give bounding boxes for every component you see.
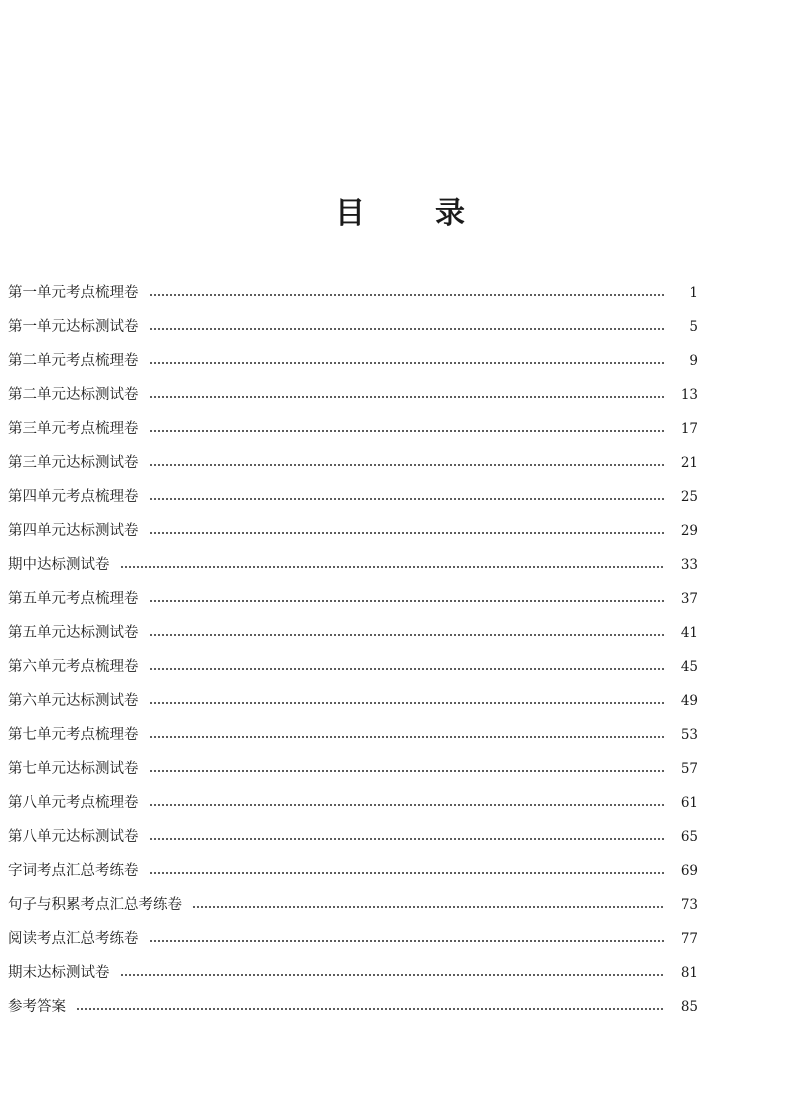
toc-entry-page-number: 69 (680, 863, 698, 879)
toc-entry-label: 第四单元达标测试卷 (8, 523, 139, 539)
toc-entry-label: 第六单元达标测试卷 (8, 693, 139, 709)
toc-entry[interactable] (8, 820, 698, 854)
toc-entry[interactable] (8, 276, 698, 310)
toc-entry-label: 期中达标测试卷 (8, 557, 110, 573)
toc-entry-page-number: 49 (680, 693, 698, 709)
toc-entry[interactable] (8, 378, 698, 412)
toc-entry-page-number: 73 (680, 897, 698, 913)
dot-leader (149, 837, 665, 841)
toc-entry-page-number: 77 (680, 931, 698, 947)
toc-entry-page-number: 81 (680, 965, 698, 981)
toc-entry-page-number: 17 (680, 421, 698, 437)
dot-leader (149, 735, 665, 739)
dot-leader (149, 531, 665, 535)
page-title (0, 188, 800, 232)
toc-entry[interactable] (8, 956, 698, 990)
toc-entry-label: 第八单元考点梳理卷 (8, 795, 139, 811)
dot-leader (149, 803, 665, 807)
dot-leader (149, 463, 665, 467)
dot-leader (76, 1007, 664, 1011)
toc-entry[interactable] (8, 888, 698, 922)
dot-leader (149, 871, 665, 875)
toc-entry-page-number: 45 (680, 659, 698, 675)
toc-entry-label: 第七单元达标测试卷 (8, 761, 139, 777)
dot-leader (120, 565, 665, 569)
toc-entry[interactable] (8, 616, 698, 650)
toc-entry-page-number: 1 (689, 285, 698, 301)
toc-entry[interactable] (8, 786, 698, 820)
toc-entry-label: 参考答案 (8, 999, 66, 1015)
toc-entry[interactable] (8, 650, 698, 684)
toc-entry[interactable] (8, 548, 698, 582)
toc-entry-page-number: 57 (680, 761, 698, 777)
dot-leader (149, 293, 665, 297)
dot-leader (149, 395, 665, 399)
toc-entry-page-number: 9 (689, 353, 698, 369)
toc-entry-label: 第二单元达标测试卷 (8, 387, 139, 403)
title-char-2: 录 (435, 196, 465, 232)
toc-entry-page-number: 61 (680, 795, 698, 811)
dot-leader (149, 599, 665, 603)
dot-leader (149, 327, 665, 331)
toc-entry-label: 第三单元考点梳理卷 (8, 421, 139, 437)
toc-entry-page-number: 5 (689, 319, 698, 335)
toc-entry-page-number: 33 (680, 557, 698, 573)
dot-leader (149, 939, 665, 943)
toc-entry[interactable] (8, 344, 698, 378)
toc-entry[interactable] (8, 412, 698, 446)
table-of-contents (8, 276, 698, 1024)
toc-entry-page-number: 37 (680, 591, 698, 607)
toc-entry-page-number: 65 (680, 829, 698, 845)
toc-entry[interactable] (8, 922, 698, 956)
toc-entry-page-number: 53 (680, 727, 698, 743)
toc-entry[interactable] (8, 718, 698, 752)
toc-entry-label: 期末达标测试卷 (8, 965, 110, 981)
dot-leader (149, 429, 665, 433)
toc-entry[interactable] (8, 854, 698, 888)
toc-entry[interactable] (8, 310, 698, 344)
toc-entry-label: 第一单元考点梳理卷 (8, 285, 139, 301)
dot-leader (149, 769, 665, 773)
dot-leader (149, 361, 665, 365)
toc-entry[interactable] (8, 582, 698, 616)
toc-entry[interactable] (8, 446, 698, 480)
dot-leader (149, 667, 665, 671)
toc-entry-page-number: 41 (680, 625, 698, 641)
dot-leader (192, 905, 664, 909)
toc-entry-label: 第五单元考点梳理卷 (8, 591, 139, 607)
dot-leader (149, 701, 665, 705)
toc-entry-page-number: 21 (680, 455, 698, 471)
dot-leader (149, 633, 665, 637)
toc-entry-label: 第五单元达标测试卷 (8, 625, 139, 641)
toc-entry-label: 第八单元达标测试卷 (8, 829, 139, 845)
title-char-1: 目 (335, 196, 365, 232)
dot-leader (149, 497, 665, 501)
toc-entry[interactable] (8, 752, 698, 786)
toc-entry-label: 阅读考点汇总考练卷 (8, 931, 139, 947)
toc-entry-page-number: 29 (680, 523, 698, 539)
toc-entry[interactable] (8, 990, 698, 1024)
dot-leader (120, 973, 665, 977)
toc-entry-label: 第二单元考点梳理卷 (8, 353, 139, 369)
toc-entry-label: 字词考点汇总考练卷 (8, 863, 139, 879)
toc-entry[interactable] (8, 684, 698, 718)
toc-entry[interactable] (8, 480, 698, 514)
toc-entry-page-number: 13 (680, 387, 698, 403)
toc-entry-label: 第六单元考点梳理卷 (8, 659, 139, 675)
toc-entry-label: 句子与积累考点汇总考练卷 (8, 897, 182, 913)
toc-entry-page-number: 25 (680, 489, 698, 505)
toc-entry-label: 第四单元考点梳理卷 (8, 489, 139, 505)
toc-entry-label: 第七单元考点梳理卷 (8, 727, 139, 743)
toc-entry-page-number: 85 (680, 999, 698, 1015)
toc-entry-label: 第三单元达标测试卷 (8, 455, 139, 471)
toc-entry-label: 第一单元达标测试卷 (8, 319, 139, 335)
toc-entry[interactable] (8, 514, 698, 548)
